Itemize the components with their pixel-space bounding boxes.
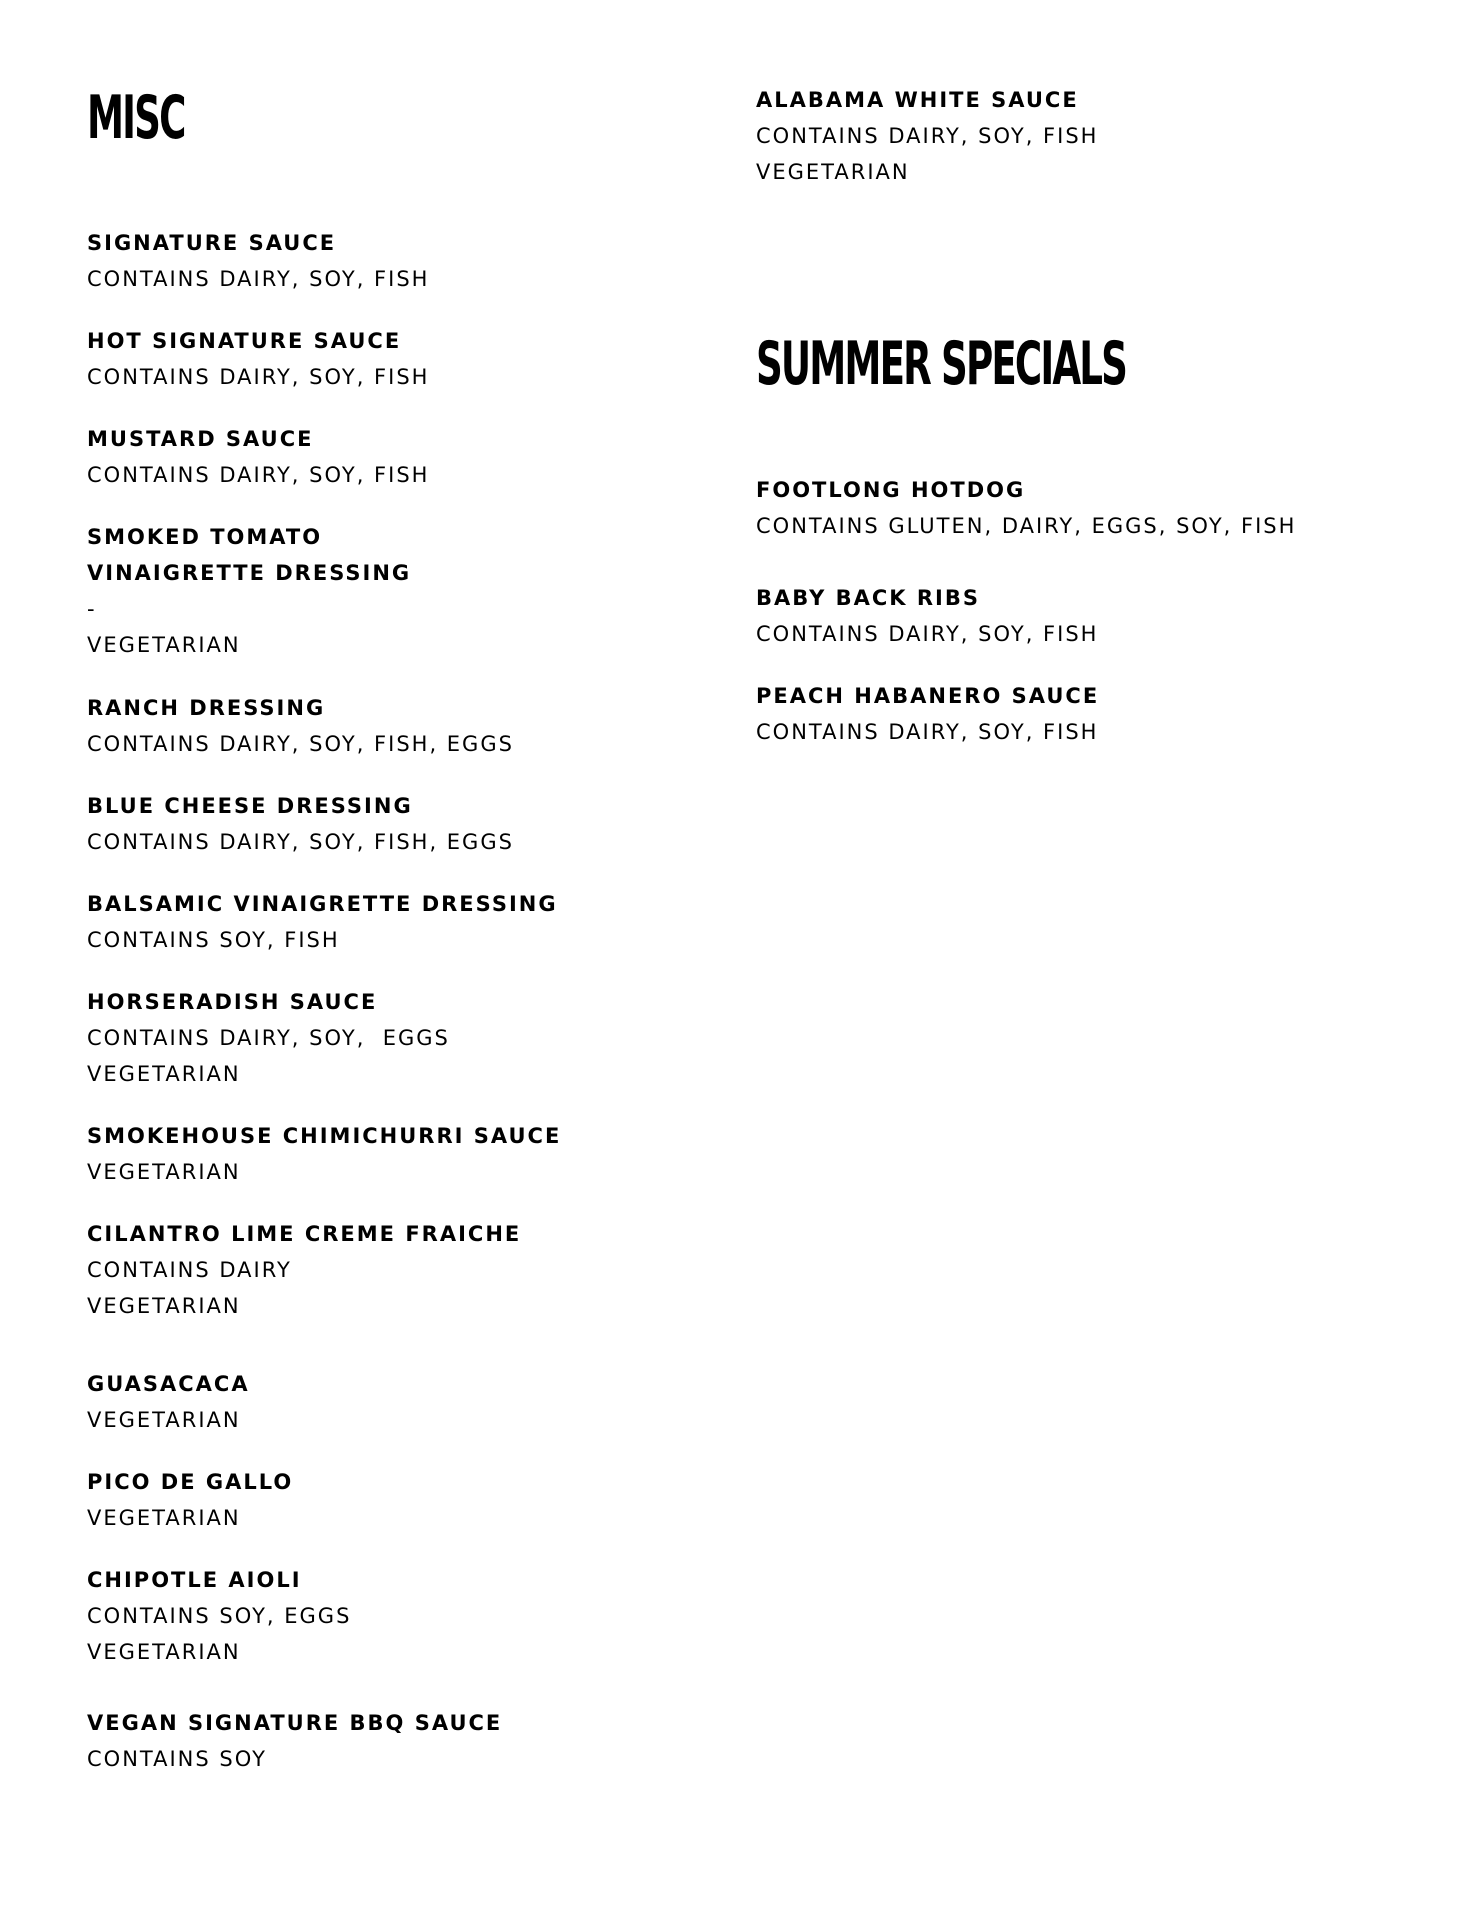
menu-item-footlong-hotdog: [756, 472, 1296, 544]
menu-item-smokehouse-chimichurri: [87, 1118, 561, 1190]
item-name: PEACH HABANERO SAUCE: [756, 684, 1100, 708]
item-name: SMOKEHOUSE CHIMICHURRI SAUCE: [87, 1124, 562, 1148]
item-allergens: CONTAINS DAIRY, SOY, FISH, EGGS: [87, 830, 514, 854]
item-diet-tag: VEGETARIAN: [756, 160, 910, 184]
menu-item-signature-sauce: [87, 225, 429, 297]
item-allergens: CONTAINS DAIRY, SOY, FISH, EGGS: [87, 732, 514, 756]
item-diet-tag: VEGETARIAN: [87, 1640, 241, 1664]
item-name: CHIPOTLE AIOLI: [87, 1568, 302, 1592]
summer-specials-section-title: SUMMER SPECIALS: [756, 329, 1127, 399]
item-allergens: CONTAINS SOY, EGGS: [87, 1604, 352, 1628]
item-name: FOOTLONG HOTDOG: [756, 478, 1026, 502]
item-allergens: CONTAINS DAIRY, SOY, FISH: [756, 622, 1099, 646]
item-diet-tag: VEGETARIAN: [87, 1294, 241, 1318]
item-name: BALSAMIC VINAIGRETTE DRESSING: [87, 892, 558, 916]
menu-item-cilantro-lime-creme-fraiche: [87, 1216, 521, 1324]
menu-item-guasacaca: [87, 1366, 250, 1438]
menu-item-alabama-white-sauce: [756, 82, 1098, 190]
item-allergens: CONTAINS DAIRY, SOY, FISH: [756, 124, 1099, 148]
item-allergens: CONTAINS DAIRY, SOY, FISH: [87, 365, 430, 389]
item-diet-tag: VEGETARIAN: [87, 1062, 241, 1086]
item-name: HOT SIGNATURE SAUCE: [87, 329, 402, 353]
item-allergens: CONTAINS DAIRY: [87, 1258, 292, 1282]
item-name: SMOKED TOMATO: [87, 525, 323, 549]
menu-item-blue-cheese-dressing: [87, 788, 514, 860]
misc-section-title: MISC: [87, 83, 185, 153]
item-allergens: CONTAINS DAIRY, SOY, FISH: [87, 463, 430, 487]
item-diet-tag: VEGETARIAN: [87, 1506, 241, 1530]
item-separator: -: [87, 597, 97, 621]
item-name: ALABAMA WHITE SAUCE: [756, 88, 1079, 112]
menu-item-hot-signature-sauce: [87, 323, 429, 395]
item-diet-tag: VEGETARIAN: [87, 633, 241, 657]
item-name: HORSERADISH SAUCE: [87, 990, 378, 1014]
item-name: RANCH DRESSING: [87, 696, 326, 720]
menu-item-chipotle-aioli: [87, 1562, 351, 1670]
item-name: CILANTRO LIME CREME FRAICHE: [87, 1222, 522, 1246]
item-allergens: CONTAINS SOY: [87, 1747, 267, 1771]
menu-item-peach-habanero-sauce: [756, 678, 1099, 750]
item-diet-tag: VEGETARIAN: [87, 1408, 241, 1432]
item-name: MUSTARD SAUCE: [87, 427, 314, 451]
item-name: BLUE CHEESE DRESSING: [87, 794, 413, 818]
item-name-continued: VINAIGRETTE DRESSING: [87, 561, 412, 585]
menu-item-smoked-tomato-vinaigrette: [87, 519, 411, 663]
item-diet-tag: VEGETARIAN: [87, 1160, 241, 1184]
item-allergens: CONTAINS DAIRY, SOY, FISH: [87, 267, 430, 291]
menu-item-vegan-signature-bbq-sauce: [87, 1705, 502, 1777]
menu-item-balsamic-vinaigrette: [87, 886, 558, 958]
item-name: BABY BACK RIBS: [756, 586, 981, 610]
item-name: PICO DE GALLO: [87, 1470, 294, 1494]
menu-item-mustard-sauce: [87, 421, 429, 493]
item-allergens: CONTAINS DAIRY, SOY, FISH: [756, 720, 1099, 744]
item-name: SIGNATURE SAUCE: [87, 231, 337, 255]
menu-item-horseradish-sauce: [87, 984, 450, 1092]
menu-item-ranch-dressing: [87, 690, 514, 762]
item-allergens: CONTAINS SOY, FISH: [87, 928, 340, 952]
menu-item-baby-back-ribs: [756, 580, 1098, 652]
menu-item-pico-de-gallo: [87, 1464, 293, 1536]
item-name: GUASACACA: [87, 1372, 250, 1396]
item-allergens: CONTAINS GLUTEN, DAIRY, EGGS, SOY, FISH: [756, 514, 1297, 538]
item-name: VEGAN SIGNATURE BBQ SAUCE: [87, 1711, 503, 1735]
item-allergens: CONTAINS DAIRY, SOY, EGGS: [87, 1026, 450, 1050]
